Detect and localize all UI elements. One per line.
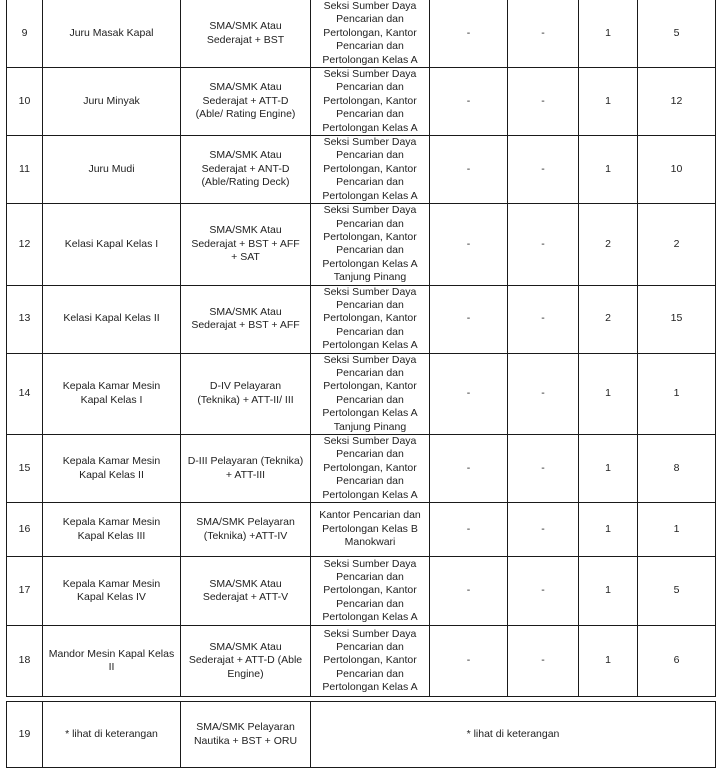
qualification: SMA/SMK Atau Sederajat + BST + AFF + SAT <box>181 204 311 285</box>
position-name: Juru Minyak <box>43 68 181 136</box>
cell-col7: 2 <box>579 204 638 285</box>
table-row <box>7 557 716 626</box>
cell-col7: 1 <box>579 136 638 204</box>
table-row <box>7 68 716 136</box>
row-number: 17 <box>7 557 43 626</box>
work-unit: Seksi Sumber Daya Pencarian dan Pertolongan, Kantor Pencarian dan Pertolongan Kelas A <box>311 285 430 353</box>
cell-col6: - <box>508 285 579 353</box>
position-name: Kepala Kamar Mesin Kapal Kelas III <box>43 503 181 557</box>
cell-col8: 15 <box>638 285 716 353</box>
table-row <box>7 353 716 434</box>
cell-col8: 10 <box>638 136 716 204</box>
cell-col5: - <box>430 626 508 697</box>
row-number: 18 <box>7 626 43 697</box>
position-name: * lihat di keterangan <box>43 702 181 768</box>
row-number: 15 <box>7 435 43 503</box>
cell-col5: - <box>430 68 508 136</box>
work-unit: Kantor Pencarian dan Pertolongan Kelas B Manokwari <box>311 503 430 557</box>
cell-col5: - <box>430 204 508 285</box>
position-name: Mandor Mesin Kapal Kelas II <box>43 626 181 697</box>
cell-col7: 1 <box>579 435 638 503</box>
work-unit: Seksi Sumber Daya Pencarian dan Pertolongan, Kantor Pencarian dan Pertolongan Kelas A <box>311 68 430 136</box>
cell-col8: 2 <box>638 204 716 285</box>
table-row <box>7 626 716 697</box>
row-number: 9 <box>7 0 43 68</box>
row-number: 12 <box>7 204 43 285</box>
position-name: Juru Mudi <box>43 136 181 204</box>
cell-col7: 1 <box>579 0 638 68</box>
cell-col8: 5 <box>638 557 716 626</box>
row-number: 10 <box>7 68 43 136</box>
cell-col6: - <box>508 557 579 626</box>
cell-col5: - <box>430 557 508 626</box>
position-name: Kepala Kamar Mesin Kapal Kelas II <box>43 435 181 503</box>
position-name: Kepala Kamar Mesin Kapal Kelas I <box>43 353 181 434</box>
work-unit: Seksi Sumber Daya Pencarian dan Pertolongan, Kantor Pencarian dan Pertolongan Kelas A <box>311 435 430 503</box>
cell-col5: - <box>430 285 508 353</box>
row-number: 14 <box>7 353 43 434</box>
cell-col7: 1 <box>579 68 638 136</box>
table-row-last <box>7 702 716 768</box>
cell-col7: 2 <box>579 285 638 353</box>
qualification: D-IV Pelayaran (Teknika) + ATT-II/ III <box>181 353 311 434</box>
table-row <box>7 285 716 353</box>
work-unit: Seksi Sumber Daya Pencarian dan Pertolongan, Kantor Pencarian dan Pertolongan Kelas A Tanjung Pinang <box>311 204 430 285</box>
cell-col6: - <box>508 503 579 557</box>
cell-col6: - <box>508 435 579 503</box>
qualification: SMA/SMK Atau Sederajat + ATT-V <box>181 557 311 626</box>
cell-col6: - <box>508 204 579 285</box>
position-name: Juru Masak Kapal <box>43 0 181 68</box>
cell-col8: 1 <box>638 353 716 434</box>
row-number: 16 <box>7 503 43 557</box>
cell-col8: 12 <box>638 68 716 136</box>
table-row <box>7 204 716 285</box>
position-name: Kelasi Kapal Kelas I <box>43 204 181 285</box>
formation-table <box>6 0 716 768</box>
row-number: 13 <box>7 285 43 353</box>
table-row <box>7 503 716 557</box>
qualification: SMA/SMK Atau Sederajat + ANT-D (Able/Rating Deck) <box>181 136 311 204</box>
cell-col7: 1 <box>579 557 638 626</box>
work-unit-note: * lihat di keterangan <box>311 702 716 768</box>
cell-col6: - <box>508 68 579 136</box>
qualification: D-III Pelayaran (Teknika) + ATT-III <box>181 435 311 503</box>
cell-col5: - <box>430 136 508 204</box>
cell-col6: - <box>508 626 579 697</box>
table-row <box>7 435 716 503</box>
position-name: Kepala Kamar Mesin Kapal Kelas IV <box>43 557 181 626</box>
cell-col6: - <box>508 353 579 434</box>
work-unit: Seksi Sumber Daya Pencarian dan Pertolongan, Kantor Pencarian dan Pertolongan Kelas A <box>311 0 430 68</box>
cell-col6: - <box>508 0 579 68</box>
qualification: SMA/SMK Atau Sederajat + ATT-D (Able Engine) <box>181 626 311 697</box>
table-row <box>7 136 716 204</box>
cell-col8: 6 <box>638 626 716 697</box>
cell-col5: - <box>430 0 508 68</box>
cell-col7: 1 <box>579 626 638 697</box>
position-name: Kelasi Kapal Kelas II <box>43 285 181 353</box>
work-unit: Seksi Sumber Daya Pencarian dan Pertolongan, Kantor Pencarian dan Pertolongan Kelas A Tanjung Pinang <box>311 353 430 434</box>
qualification: SMA/SMK Pelayaran (Teknika) +ATT-IV <box>181 503 311 557</box>
cell-col8: 1 <box>638 503 716 557</box>
work-unit: Seksi Sumber Daya Pencarian dan Pertolongan, Kantor Pencarian dan Pertolongan Kelas A <box>311 136 430 204</box>
work-unit: Seksi Sumber Daya Pencarian dan Pertolongan, Kantor Pencarian dan Pertolongan Kelas A <box>311 626 430 697</box>
table-row <box>7 0 716 68</box>
work-unit: Seksi Sumber Daya Pencarian dan Pertolongan, Kantor Pencarian dan Pertolongan Kelas A <box>311 557 430 626</box>
cell-col7: 1 <box>579 353 638 434</box>
row-number: 11 <box>7 136 43 204</box>
qualification: SMA/SMK Atau Sederajat + BST + AFF <box>181 285 311 353</box>
cell-col5: - <box>430 435 508 503</box>
cell-col5: - <box>430 503 508 557</box>
cell-col7: 1 <box>579 503 638 557</box>
cell-col6: - <box>508 136 579 204</box>
cell-col8: 8 <box>638 435 716 503</box>
cell-col8: 5 <box>638 0 716 68</box>
qualification: SMA/SMK Pelayaran Nautika + BST + ORU <box>181 702 311 768</box>
row-number: 19 <box>7 702 43 768</box>
cell-col5: - <box>430 353 508 434</box>
qualification: SMA/SMK Atau Sederajat + BST <box>181 0 311 68</box>
qualification: SMA/SMK Atau Sederajat + ATT-D (Able/ Rating Engine) <box>181 68 311 136</box>
